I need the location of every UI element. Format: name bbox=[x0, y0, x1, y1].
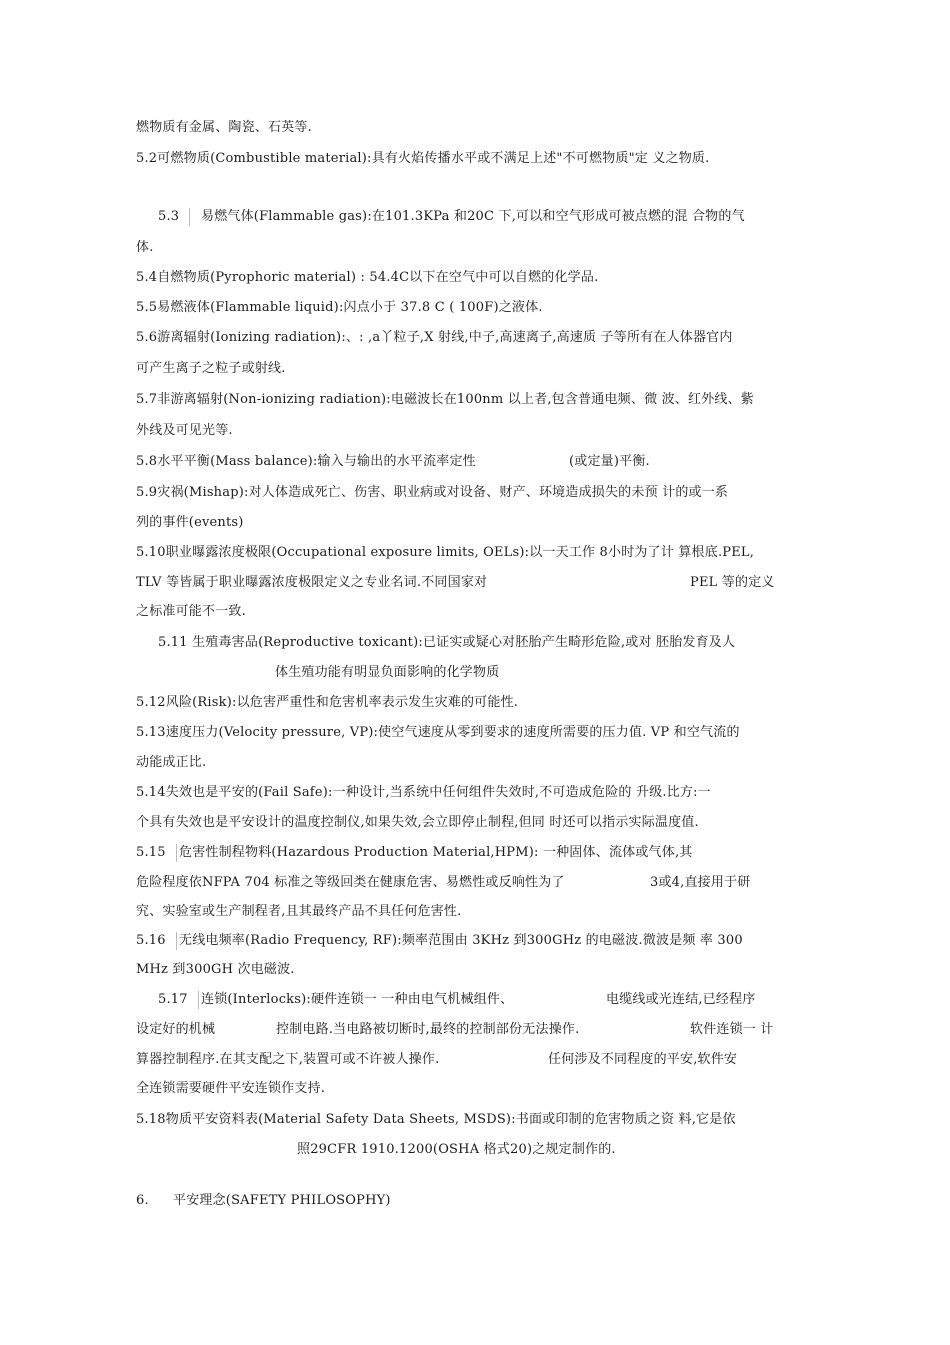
text-line: 究、实验室或生产制程者,且其最终产品不具任何危害性. bbox=[136, 904, 462, 919]
text-line: 3或4,直接用于研 bbox=[650, 875, 751, 890]
text-line: 5.7非游离辐射(Non-ionizing radiation):电磁波长在100nm 以上者,包含普通电频、微 波、红外线、紫 bbox=[136, 392, 754, 407]
text-line: 外线及可见光等. bbox=[136, 423, 233, 438]
text-line: 燃物质有金属、陶瓷、石英等. bbox=[136, 120, 312, 135]
text-line: 体生殖功能有明显负面影响的化学物质 bbox=[275, 665, 500, 680]
text-line: 无线电频率(Radio Frequency, RF):频率范围由 3KHz 到300GHz 的电磁波.微波是频 率 300 bbox=[179, 933, 743, 948]
text-line: 设定好的机械 bbox=[136, 1022, 216, 1037]
text-line: TLV 等皆属于职业曝露浓度极限定义之专业名词.不同国家对 bbox=[136, 575, 488, 590]
text-line: 电缆线或光连结,已经程序 bbox=[606, 992, 756, 1007]
section-number: 5.17 bbox=[158, 991, 199, 1009]
text-line: 5.2可燃物质(Combustible material):具有火焰传播水平或不满足上述"不可燃物质"定 义之物质. bbox=[136, 151, 710, 166]
text-line: 动能成正比. bbox=[136, 755, 207, 770]
text-line: MHz 到300GH 次电磁波. bbox=[136, 962, 295, 977]
section-heading: 平安理念(SAFETY PHILOSOPHY) bbox=[173, 1193, 391, 1208]
text-line: 5.14失效也是平安的(Fail Safe):一种设计,当系统中任何组件失效时,不可造成危险的 升级.比方:一 bbox=[136, 785, 711, 800]
text-line: 之标准可能不一致. bbox=[136, 604, 246, 619]
text-line: 危险程度依NFPA 704 标准之等级回类在健康危害、易燃性或反响性为了 bbox=[136, 875, 565, 890]
text-line: 5.12风险(Risk):以危害严重性和危害机率表示发生灾难的可能性. bbox=[136, 695, 519, 710]
section-number: 5.15 bbox=[136, 844, 177, 862]
text-line: 5.5易燃液体(Flammable liquid):闪点小于 37.8 C ( 100F)之液体. bbox=[136, 300, 543, 315]
text-line: 可产生离子之粒子或射线. bbox=[136, 361, 286, 376]
text-line: PEL 等的定义 bbox=[690, 575, 775, 590]
text-line: 个具有失效也是平安设计的温度控制仪,如果失效,会立即停止制程,但同 时还可以指示实际温度值. bbox=[136, 815, 699, 830]
text-line: 5.9灾祸(Mishap):对人体造成死亡、伤害、职业病或对设备、财产、环境造成损失的未预 计的或一系 bbox=[136, 485, 729, 500]
text-line: 算器控制程序.在其支配之下,装置可或不许被人操作. bbox=[136, 1052, 440, 1067]
text-line: 体. bbox=[136, 240, 154, 255]
text-line: 危害性制程物料(Hazardous Production Material,HPM): 一种固体、流体或气体,其 bbox=[179, 845, 693, 860]
text-line: 5.18物质平安资料表(Material Safety Data Sheets, MSDS):书面或印制的危害物质之资 料,它是依 bbox=[136, 1112, 736, 1127]
text-line: (或定量)平衡. bbox=[569, 454, 650, 469]
text-line: 照29CFR 1910.1200(OSHA 格式20)之规定制作的. bbox=[297, 1142, 616, 1157]
text-line: 列的事件(events) bbox=[136, 515, 244, 530]
text-line: 5.8水平平衡(Mass balance):输入与输出的水平流率定性 bbox=[136, 454, 476, 469]
text-line: 软件连锁一 计 bbox=[690, 1022, 774, 1037]
text-line: 5.13速度压力(Velocity pressure, VP):使空气速度从零到要求的速度所需要的压力值. VP 和空气流的 bbox=[136, 725, 740, 740]
section-heading-number: 6. bbox=[136, 1193, 149, 1208]
text-line: 易燃气体(Flammable gas):在101.3KPa 和20C 下,可以和空气形成可被点燃的混 合物的气 bbox=[201, 209, 745, 224]
text-line: 5.4自燃物质(Pyrophoric material) : 54.4C以下在空气中可以自燃的化学品. bbox=[136, 270, 599, 285]
text-line: 5.10职业曝露浓度极限(Occupational exposure limits, OELs):以一天工作 8小时为了计 算根底.PEL, bbox=[136, 545, 755, 560]
text-line: 全连锁需要硬件平安连锁作支持. bbox=[136, 1081, 326, 1096]
section-number: 5.3 bbox=[158, 208, 190, 226]
text-line: 连锁(Interlocks):硬件连锁一 一种由电气机械组件、 bbox=[201, 992, 514, 1007]
section-number: 5.16 bbox=[136, 932, 177, 950]
text-line: 控制电路.当电路被切断时,最终的控制部份无法操作. bbox=[276, 1022, 580, 1037]
text-line: 5.6游离辐射(Ionizing radiation):、: ,a丫粒子,X 射线,中子,高速离子,高速质 子等所有在人体器官内 bbox=[136, 330, 733, 345]
text-line: 任何涉及不同程度的平安,软件安 bbox=[548, 1052, 738, 1067]
text-line: 5.11 生殖毒害品(Reproductive toxicant):已证实或疑心对胚胎产生畸形危险,或对 胚胎发育及人 bbox=[158, 635, 736, 650]
